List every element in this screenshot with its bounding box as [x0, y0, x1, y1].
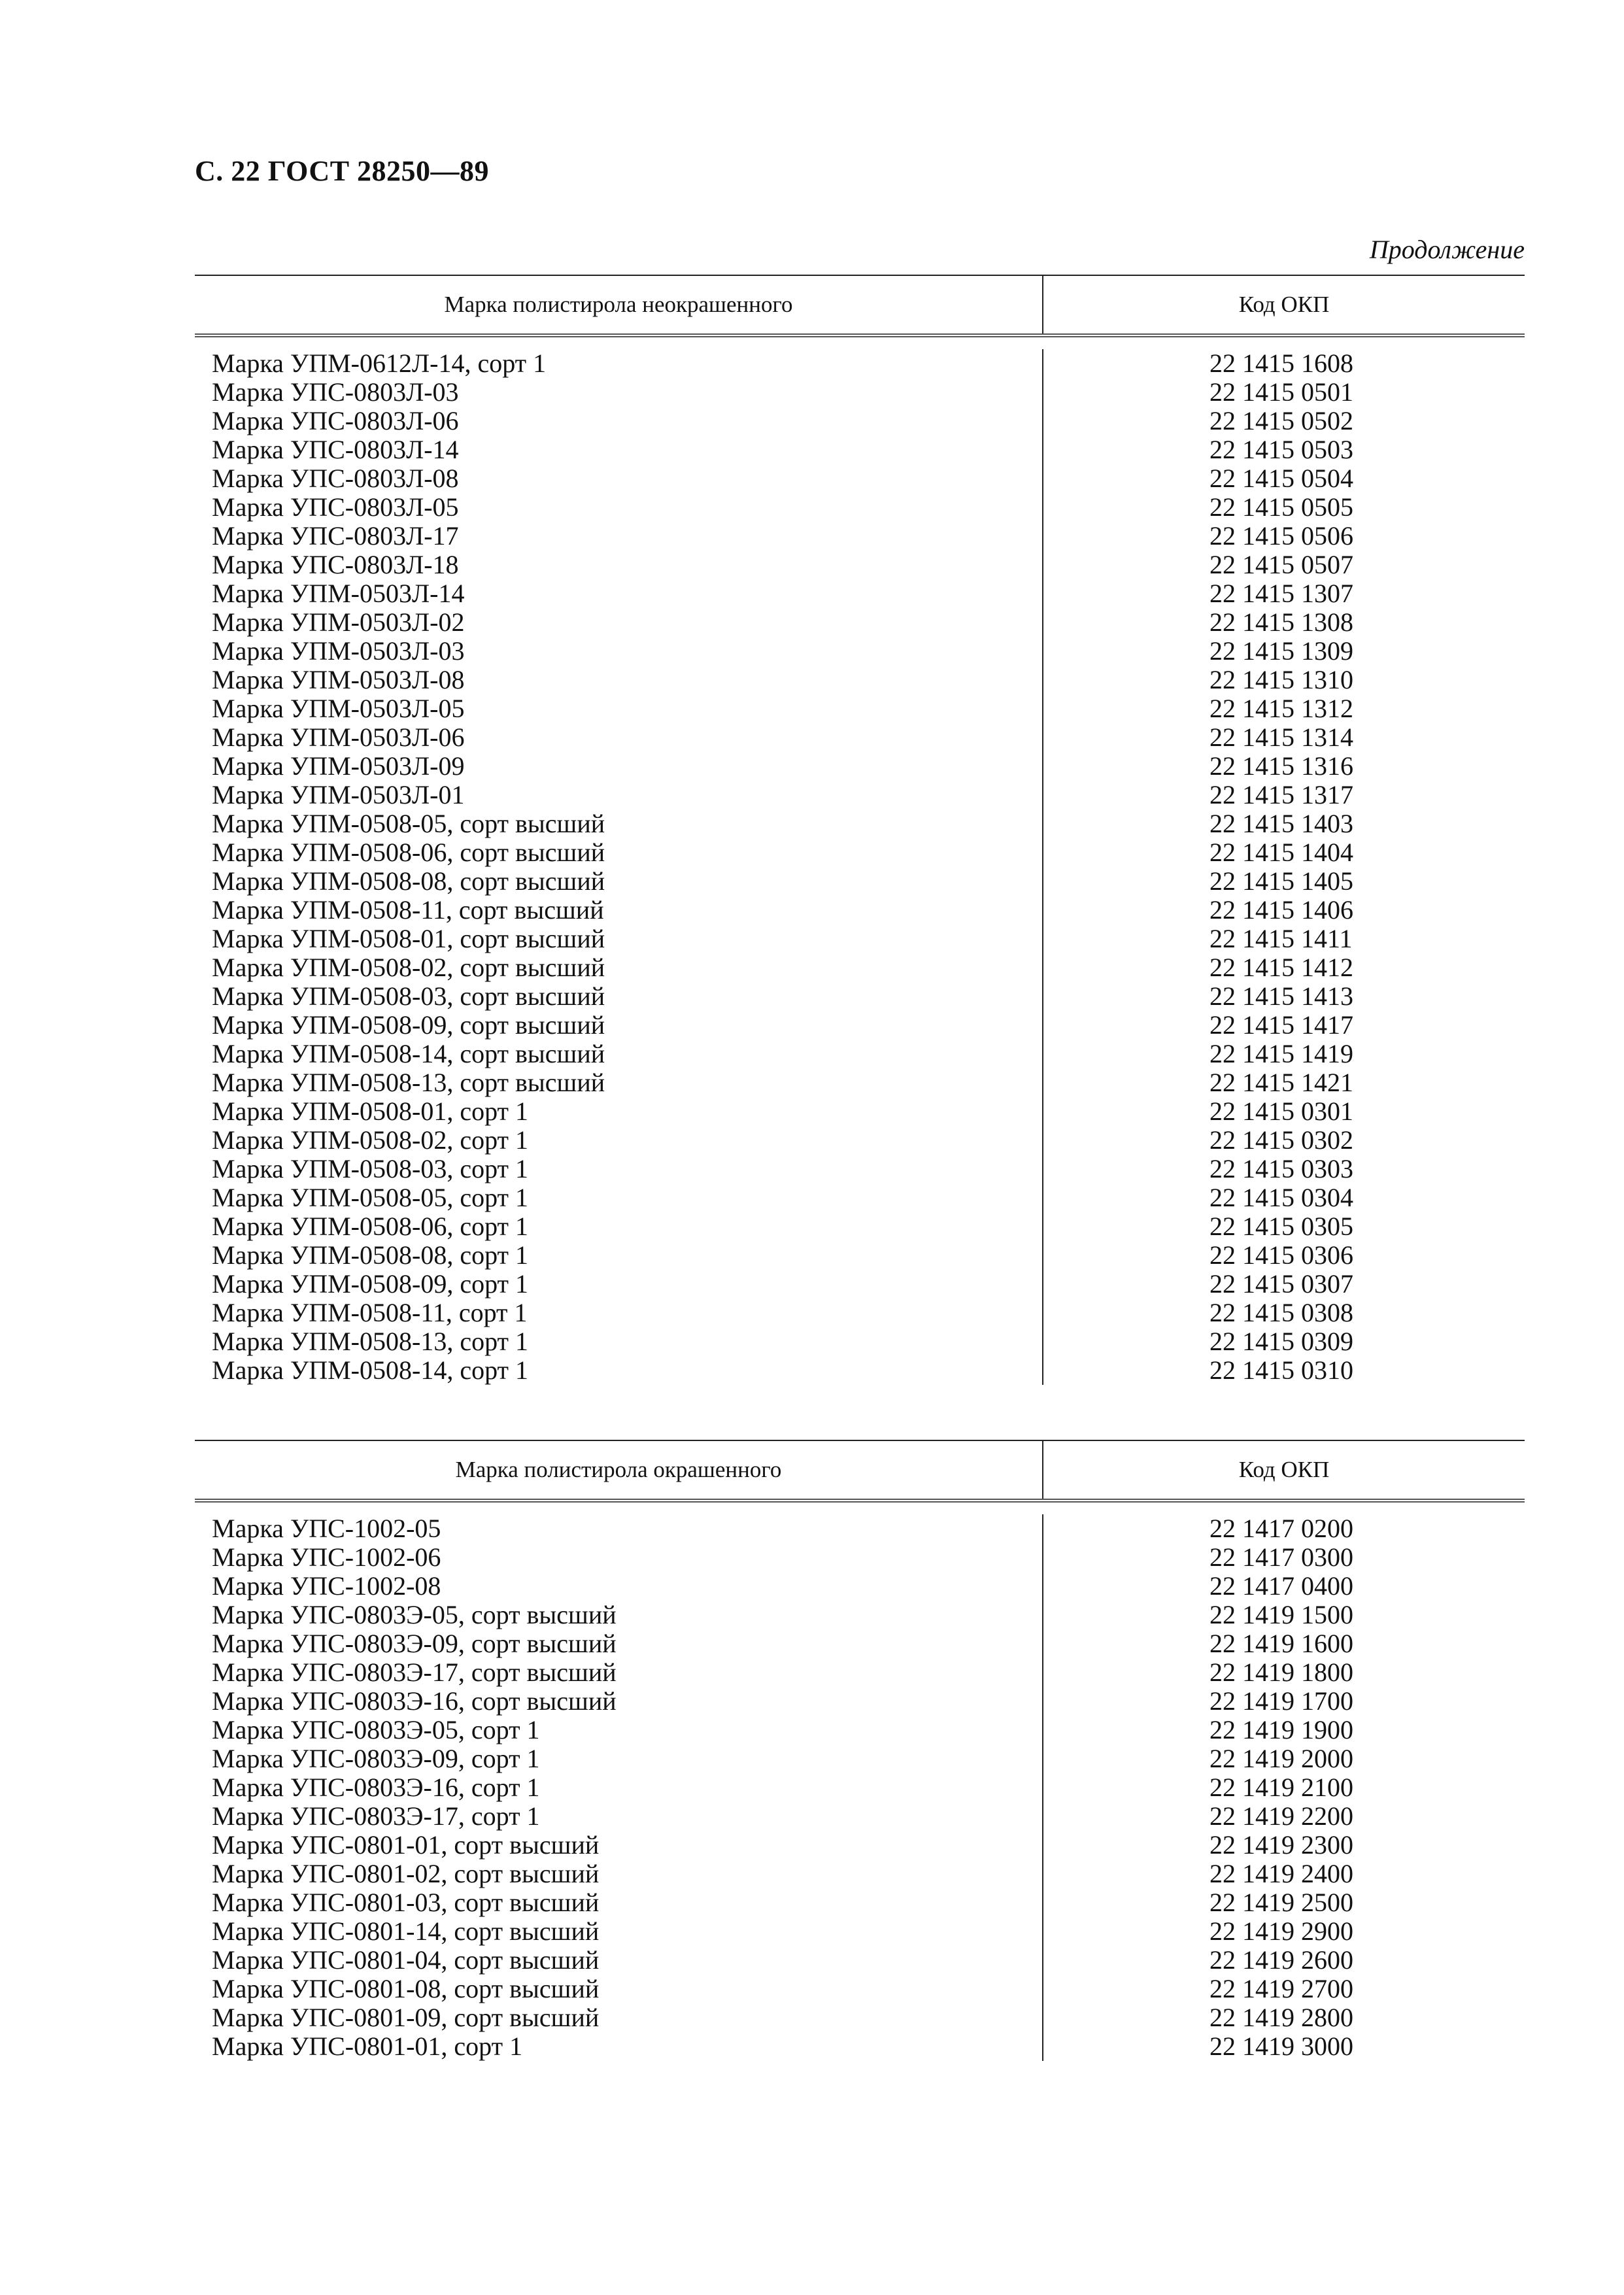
table-cell-mark: Марка УПМ-0508-02, сорт высший	[212, 953, 605, 982]
table-cell-code: 22 1419 2100	[1210, 1773, 1353, 1802]
table-cell-mark: Марка УПМ-0503Л-01	[212, 780, 465, 809]
table-cell-code: 22 1415 0304	[1210, 1183, 1353, 1212]
table-cell-mark: Марка УПС-0803Э-16, сорт высший	[212, 1686, 617, 1716]
table-cell-code: 22 1415 0502	[1210, 406, 1353, 435]
table-cell-mark: Марка УПМ-0503Л-14	[212, 579, 465, 608]
table-cell-code: 22 1419 2600	[1210, 1945, 1353, 1975]
table-cell-mark: Марка УПМ-0508-08, сорт 1	[212, 1240, 529, 1270]
table-cell-code: 22 1419 3000	[1210, 2032, 1353, 2061]
table-cell-mark: Марка УПС-0803Э-17, сорт высший	[212, 1658, 617, 1687]
table-cell-mark: Марка УПС-0801-14, сорт высший	[212, 1916, 600, 1946]
table-cell-mark: Марка УПС-0803Л-03	[212, 377, 459, 407]
table-cell-code: 22 1415 1421	[1210, 1068, 1353, 1097]
table-cell-mark: Марка УПС-0803Э-09, сорт высший	[212, 1629, 617, 1658]
table-cell-code: 22 1419 1900	[1210, 1715, 1353, 1744]
table-cell-mark: Марка УПС-0801-08, сорт высший	[212, 1974, 600, 2003]
table-cell-mark: Марка УПС-0801-09, сорт высший	[212, 2003, 600, 2032]
table-cell-mark: Марка УПМ-0508-05, сорт 1	[212, 1183, 529, 1212]
table-cell-mark: Марка УПМ-0508-03, сорт высший	[212, 981, 605, 1011]
table-cell-mark: Марка УПМ-0508-03, сорт 1	[212, 1154, 529, 1183]
table-cell-code: 22 1415 1419	[1210, 1039, 1353, 1068]
continuation-label: Продолжение	[1369, 235, 1525, 264]
table-cell-code: 22 1415 0305	[1210, 1212, 1353, 1241]
table-cell-code: 22 1419 1800	[1210, 1658, 1353, 1687]
table-cell-code: 22 1419 2800	[1210, 2003, 1353, 2032]
mark-column	[195, 1514, 1043, 2061]
table-cell-code: 22 1415 0301	[1210, 1096, 1353, 1126]
table-cell-code: 22 1415 0308	[1210, 1298, 1353, 1327]
table-cell-mark: Марка УПМ-0508-14, сорт 1	[212, 1355, 529, 1385]
column-header-code: Код ОКП	[1238, 1457, 1330, 1482]
table-cell-code: 22 1415 1406	[1210, 895, 1353, 925]
column-header-mark: Марка полистирола окрашенного	[195, 1441, 1043, 1499]
table-cell-code: 22 1415 1412	[1210, 953, 1353, 982]
table-cell-code: 22 1415 0506	[1210, 521, 1353, 551]
table-cell-code: 22 1415 0309	[1210, 1327, 1353, 1356]
table-cell-code: 22 1415 0306	[1210, 1240, 1353, 1270]
table-cell-mark: Марка УПМ-0508-01, сорт 1	[212, 1096, 529, 1126]
table-cell-code: 22 1415 1608	[1210, 348, 1353, 378]
table-cell-mark: Марка УПМ-0508-02, сорт 1	[212, 1125, 529, 1155]
table-cell-code: 22 1415 0310	[1210, 1355, 1353, 1385]
table-cell-mark: Марка УПМ-0508-11, сорт высший	[212, 895, 604, 925]
table-cell-mark: Марка УПМ-0508-06, сорт 1	[212, 1212, 529, 1241]
table-cell-mark: Марка УПС-0803Л-17	[212, 521, 459, 551]
table-cell-code: 22 1415 1312	[1210, 694, 1353, 723]
table-cell-code: 22 1415 1417	[1210, 1010, 1353, 1040]
table-cell-code: 22 1419 2000	[1210, 1744, 1353, 1773]
table-cell-mark: Марка УПМ-0508-13, сорт 1	[212, 1327, 529, 1356]
table-cell-mark: Марка УПС-0801-02, сорт высший	[212, 1859, 600, 1888]
table-cell-code: 22 1415 0505	[1210, 492, 1353, 522]
table-cell-code: 22 1417 0200	[1210, 1514, 1353, 1543]
table-cell-mark: Марка УПС-0803Л-18	[212, 550, 459, 579]
table-cell-mark: Марка УПМ-0503Л-05	[212, 694, 465, 723]
table-cell-mark: Марка УПМ-0503Л-03	[212, 636, 465, 666]
table-cell-code: 22 1419 1600	[1210, 1629, 1353, 1658]
table-cell-mark: Марка УПС-0803Л-14	[212, 435, 459, 464]
column-header-mark: Марка полистирола неокрашенного	[195, 276, 1043, 333]
table-cell-mark: Марка УПС-0801-03, сорт высший	[212, 1888, 600, 1917]
table-cell-code: 22 1419 2900	[1210, 1916, 1353, 1946]
table-cell-mark: Марка УПМ-0503Л-08	[212, 665, 465, 694]
table-cell-mark: Марка УПС-0801-04, сорт высший	[212, 1945, 600, 1975]
table-cell-mark: Марка УПМ-0508-06, сорт высший	[212, 838, 605, 867]
table-cell-code: 22 1415 0307	[1210, 1269, 1353, 1299]
table-cell-mark: Марка УПМ-0508-13, сорт высший	[212, 1068, 605, 1097]
table-cell-mark: Марка УПМ-0612Л-14, сорт 1	[212, 348, 547, 378]
table-cell-mark: Марка УПС-1002-05	[212, 1514, 441, 1543]
table-cell-code: 22 1415 1317	[1210, 780, 1353, 809]
table-cell-code: 22 1415 0504	[1210, 464, 1353, 493]
table-cell-code: 22 1415 1307	[1210, 579, 1353, 608]
mark-column	[195, 349, 1043, 1385]
table-cell-mark: Марка УПС-0803Л-05	[212, 492, 459, 522]
table-cell-code: 22 1415 0503	[1210, 435, 1353, 464]
table-header	[195, 275, 1525, 337]
table-cell-code: 22 1415 1316	[1210, 751, 1353, 781]
table-body	[195, 337, 1525, 1387]
table-painted	[195, 1440, 1525, 2064]
table-cell-code: 22 1415 1314	[1210, 722, 1353, 752]
code-column	[1043, 349, 1525, 1385]
table-cell-mark: Марка УПМ-0508-05, сорт высший	[212, 809, 605, 838]
table-cell-mark: Марка УПС-0801-01, сорт высший	[212, 1830, 600, 1860]
table-cell-mark: Марка УПС-1002-08	[212, 1571, 441, 1601]
table-cell-mark: Марка УПС-0803Э-09, сорт 1	[212, 1744, 540, 1773]
table-cell-code: 22 1419 2300	[1210, 1830, 1353, 1860]
table-cell-code: 22 1415 1309	[1210, 636, 1353, 666]
table-cell-code: 22 1415 1310	[1210, 665, 1353, 694]
table-cell-code: 22 1415 0501	[1210, 377, 1353, 407]
table-cell-code: 22 1419 1500	[1210, 1600, 1353, 1629]
table-cell-mark: Марка УПМ-0508-09, сорт высший	[212, 1010, 605, 1040]
table-cell-mark: Марка УПМ-0503Л-02	[212, 607, 465, 637]
table-cell-mark: Марка УПС-1002-06	[212, 1542, 441, 1572]
table-cell-mark: Марка УПС-0803Л-06	[212, 406, 459, 435]
table-cell-code: 22 1415 1308	[1210, 607, 1353, 637]
table-cell-code: 22 1415 1403	[1210, 809, 1353, 838]
table-cell-code: 22 1415 1405	[1210, 866, 1353, 896]
table-cell-code: 22 1419 1700	[1210, 1686, 1353, 1716]
table-cell-code: 22 1419 2400	[1210, 1859, 1353, 1888]
table-cell-code: 22 1415 0303	[1210, 1154, 1353, 1183]
table-cell-code: 22 1415 1404	[1210, 838, 1353, 867]
table-cell-mark: Марка УПМ-0508-01, сорт высший	[212, 924, 605, 953]
table-cell-mark: Марка УПМ-0508-11, сорт 1	[212, 1298, 528, 1327]
table-unpainted	[195, 275, 1525, 1387]
table-cell-mark: Марка УПМ-0508-14, сорт высший	[212, 1039, 605, 1068]
column-header-code: Код ОКП	[1238, 292, 1330, 317]
table-cell-mark: Марка УПС-0803Э-17, сорт 1	[212, 1801, 540, 1831]
table-cell-code: 22 1417 0300	[1210, 1542, 1353, 1572]
table-cell-mark: Марка УПМ-0503Л-09	[212, 751, 465, 781]
table-cell-mark: Марка УПС-0803Э-16, сорт 1	[212, 1773, 540, 1802]
table-cell-mark: Марка УПС-0803Э-05, сорт высший	[212, 1600, 617, 1629]
page-header: С. 22 ГОСТ 28250—89	[195, 155, 490, 187]
code-column	[1043, 1514, 1525, 2061]
table-cell-mark: Марка УПС-0803Э-05, сорт 1	[212, 1715, 540, 1744]
table-cell-mark: Марка УПМ-0508-08, сорт высший	[212, 866, 605, 896]
table-cell-code: 22 1419 2200	[1210, 1801, 1353, 1831]
table-cell-code: 22 1415 1411	[1210, 924, 1353, 953]
table-cell-code: 22 1415 0302	[1210, 1125, 1353, 1155]
table-cell-mark: Марка УПС-0803Л-08	[212, 464, 459, 493]
table-header	[195, 1440, 1525, 1503]
table-body	[195, 1503, 1525, 2064]
table-cell-mark: Марка УПМ-0503Л-06	[212, 722, 465, 752]
table-cell-code: 22 1415 0507	[1210, 550, 1353, 579]
table-cell-code: 22 1419 2700	[1210, 1974, 1353, 2003]
table-cell-code: 22 1419 2500	[1210, 1888, 1353, 1917]
table-cell-mark: Марка УПС-0801-01, сорт 1	[212, 2032, 523, 2061]
table-cell-code: 22 1415 1413	[1210, 981, 1353, 1011]
table-cell-code: 22 1417 0400	[1210, 1571, 1353, 1601]
table-cell-mark: Марка УПМ-0508-09, сорт 1	[212, 1269, 529, 1299]
